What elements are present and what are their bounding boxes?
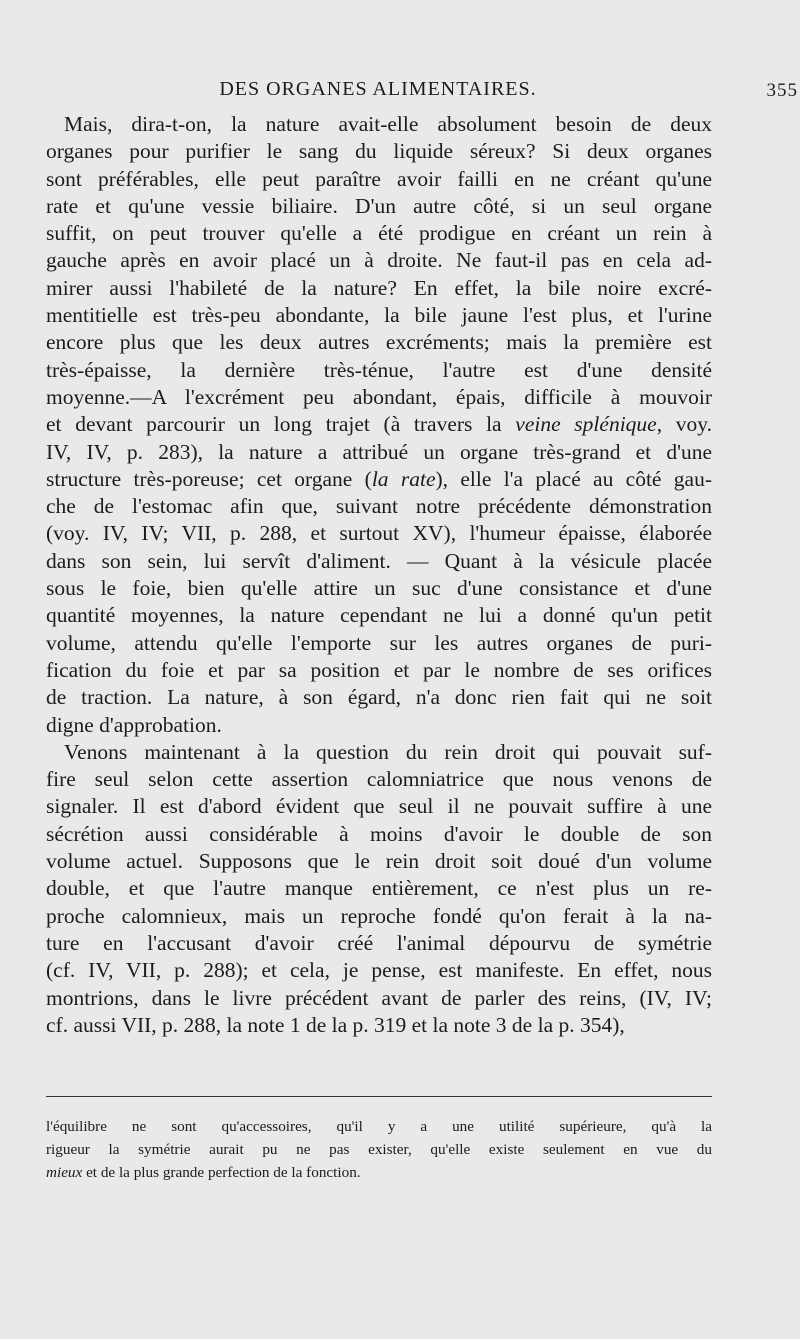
footnote-separator [46, 1096, 712, 1097]
running-head-title: DES ORGANES ALIMENTAIRES. [219, 78, 537, 100]
paragraph-2 [46, 739, 712, 1039]
paragraph-1 [46, 111, 712, 739]
paragraph1-line: sont préférables, elle peut paraître avoir failli en ne créant qu'une [46, 166, 712, 191]
paragraph2-line: Venons maintenant à la question du rein droit qui pouvait suf- [64, 739, 712, 764]
paragraph1-line: organes pour purifier le sang du liquide séreux? Si deux organes [46, 139, 712, 164]
paragraph2-line: cf. aussi VII, p. 288, la note 1 de la p. 319 et la note 3 de la p. 354), [46, 1012, 625, 1037]
paragraph1-line: quantité moyennes, la nature cependant ne lui a donné qu'un petit [46, 603, 712, 628]
paragraph1-line: et devant parcourir un long trajet (à travers la veine splénique, voy. [46, 412, 712, 437]
paragraph1-line: structure très-poreuse; cet organe (la rate), elle l'a placé au côté gau- [46, 466, 712, 491]
running-head [46, 78, 798, 108]
paragraph1-line: dans son sein, lui servît d'aliment. — Quant à la vésicule placée [46, 548, 712, 573]
paragraph1-line: rate et qu'une vessie biliaire. D'un autre côté, si un seul organe [46, 193, 712, 218]
paragraph1-line: de traction. La nature, à son égard, n'a donc rien fait qui ne soit [46, 685, 712, 710]
paragraph1-line: gauche après en avoir placé un à droite. Ne faut-il pas en cela ad- [46, 248, 712, 273]
page-number: 355 [766, 80, 798, 101]
paragraph1-line: très-épaisse, la dernière très-ténue, l'autre est d'une densité [46, 357, 712, 382]
paragraph1-line: moyenne.—A l'excrément peu abondant, épais, difficile à mouvoir [46, 384, 712, 409]
paragraph1-line: (voy. IV, IV; VII, p. 288, et surtout XV), l'humeur épaisse, élaborée [46, 521, 712, 546]
paragraph1-line: digne d'approbation. [46, 712, 222, 737]
paragraph2-line: signaler. Il est d'abord évident que seul il ne pouvait suffire à une [46, 794, 712, 819]
footnote [46, 1115, 712, 1184]
paragraph1-line: suffit, on peut trouver qu'elle a été prodigue en créant un rein à [46, 221, 712, 246]
footnote-line: mieux et de la plus grande perfection de la fonction. [46, 1164, 361, 1181]
paragraph2-line: (cf. IV, VII, p. 288); et cela, je pense, est manifeste. En effet, nous [46, 958, 712, 983]
paragraph1-line: sous le foie, bien qu'elle attire un suc d'une consistance et d'une [46, 576, 712, 601]
paragraph1-line: volume, attendu qu'elle l'emporte sur les autres organes de puri- [46, 630, 712, 655]
footnote-line: rigueur la symétrie aurait pu ne pas exister, qu'elle existe seulement en vue du [46, 1141, 712, 1158]
paragraph2-line: montrions, dans le livre précédent avant de parler des reins, (IV, IV; [46, 985, 712, 1010]
paragraph2-line: sécrétion aussi considérable à moins d'avoir le double de son [46, 821, 712, 846]
footnote-line: l'équilibre ne sont qu'accessoires, qu'il y a une utilité supérieure, qu'à la [46, 1118, 712, 1135]
paragraph2-line: fire seul selon cette assertion calomniatrice que nous venons de [46, 767, 712, 792]
main-text [46, 111, 712, 1039]
paragraph2-line: volume actuel. Supposons que le rein droit soit doué d'un volume [46, 849, 712, 874]
paragraph1-line: IV, IV, p. 283), la nature a attribué un organe très-grand et d'une [46, 439, 712, 464]
paragraph2-line: double, et que l'autre manque entièrement, ce n'est plus un re- [46, 876, 712, 901]
paragraph2-line: proche calomnieux, mais un reproche fondé qu'on ferait à la na- [46, 903, 712, 928]
paragraph1-line: che de l'estomac afin que, suivant notre précédente démonstration [46, 494, 712, 519]
paragraph1-line: mentitielle est très-peu abondante, la bile jaune l'est plus, et l'urine [46, 303, 712, 328]
paragraph2-line: ture en l'accusant d'avoir créé l'animal dépourvu de symétrie [46, 930, 712, 955]
paragraph1-line: mirer aussi l'habileté de la nature? En effet, la bile noire excré- [46, 275, 712, 300]
paragraph1-line: fication du foie et par sa position et par le nombre de ses orifices [46, 657, 712, 682]
paragraph1-line: Mais, dira-t-on, la nature avait-elle absolument besoin de deux [64, 112, 712, 136]
paragraph1-line: encore plus que les deux autres excréments; mais la première est [46, 330, 712, 355]
